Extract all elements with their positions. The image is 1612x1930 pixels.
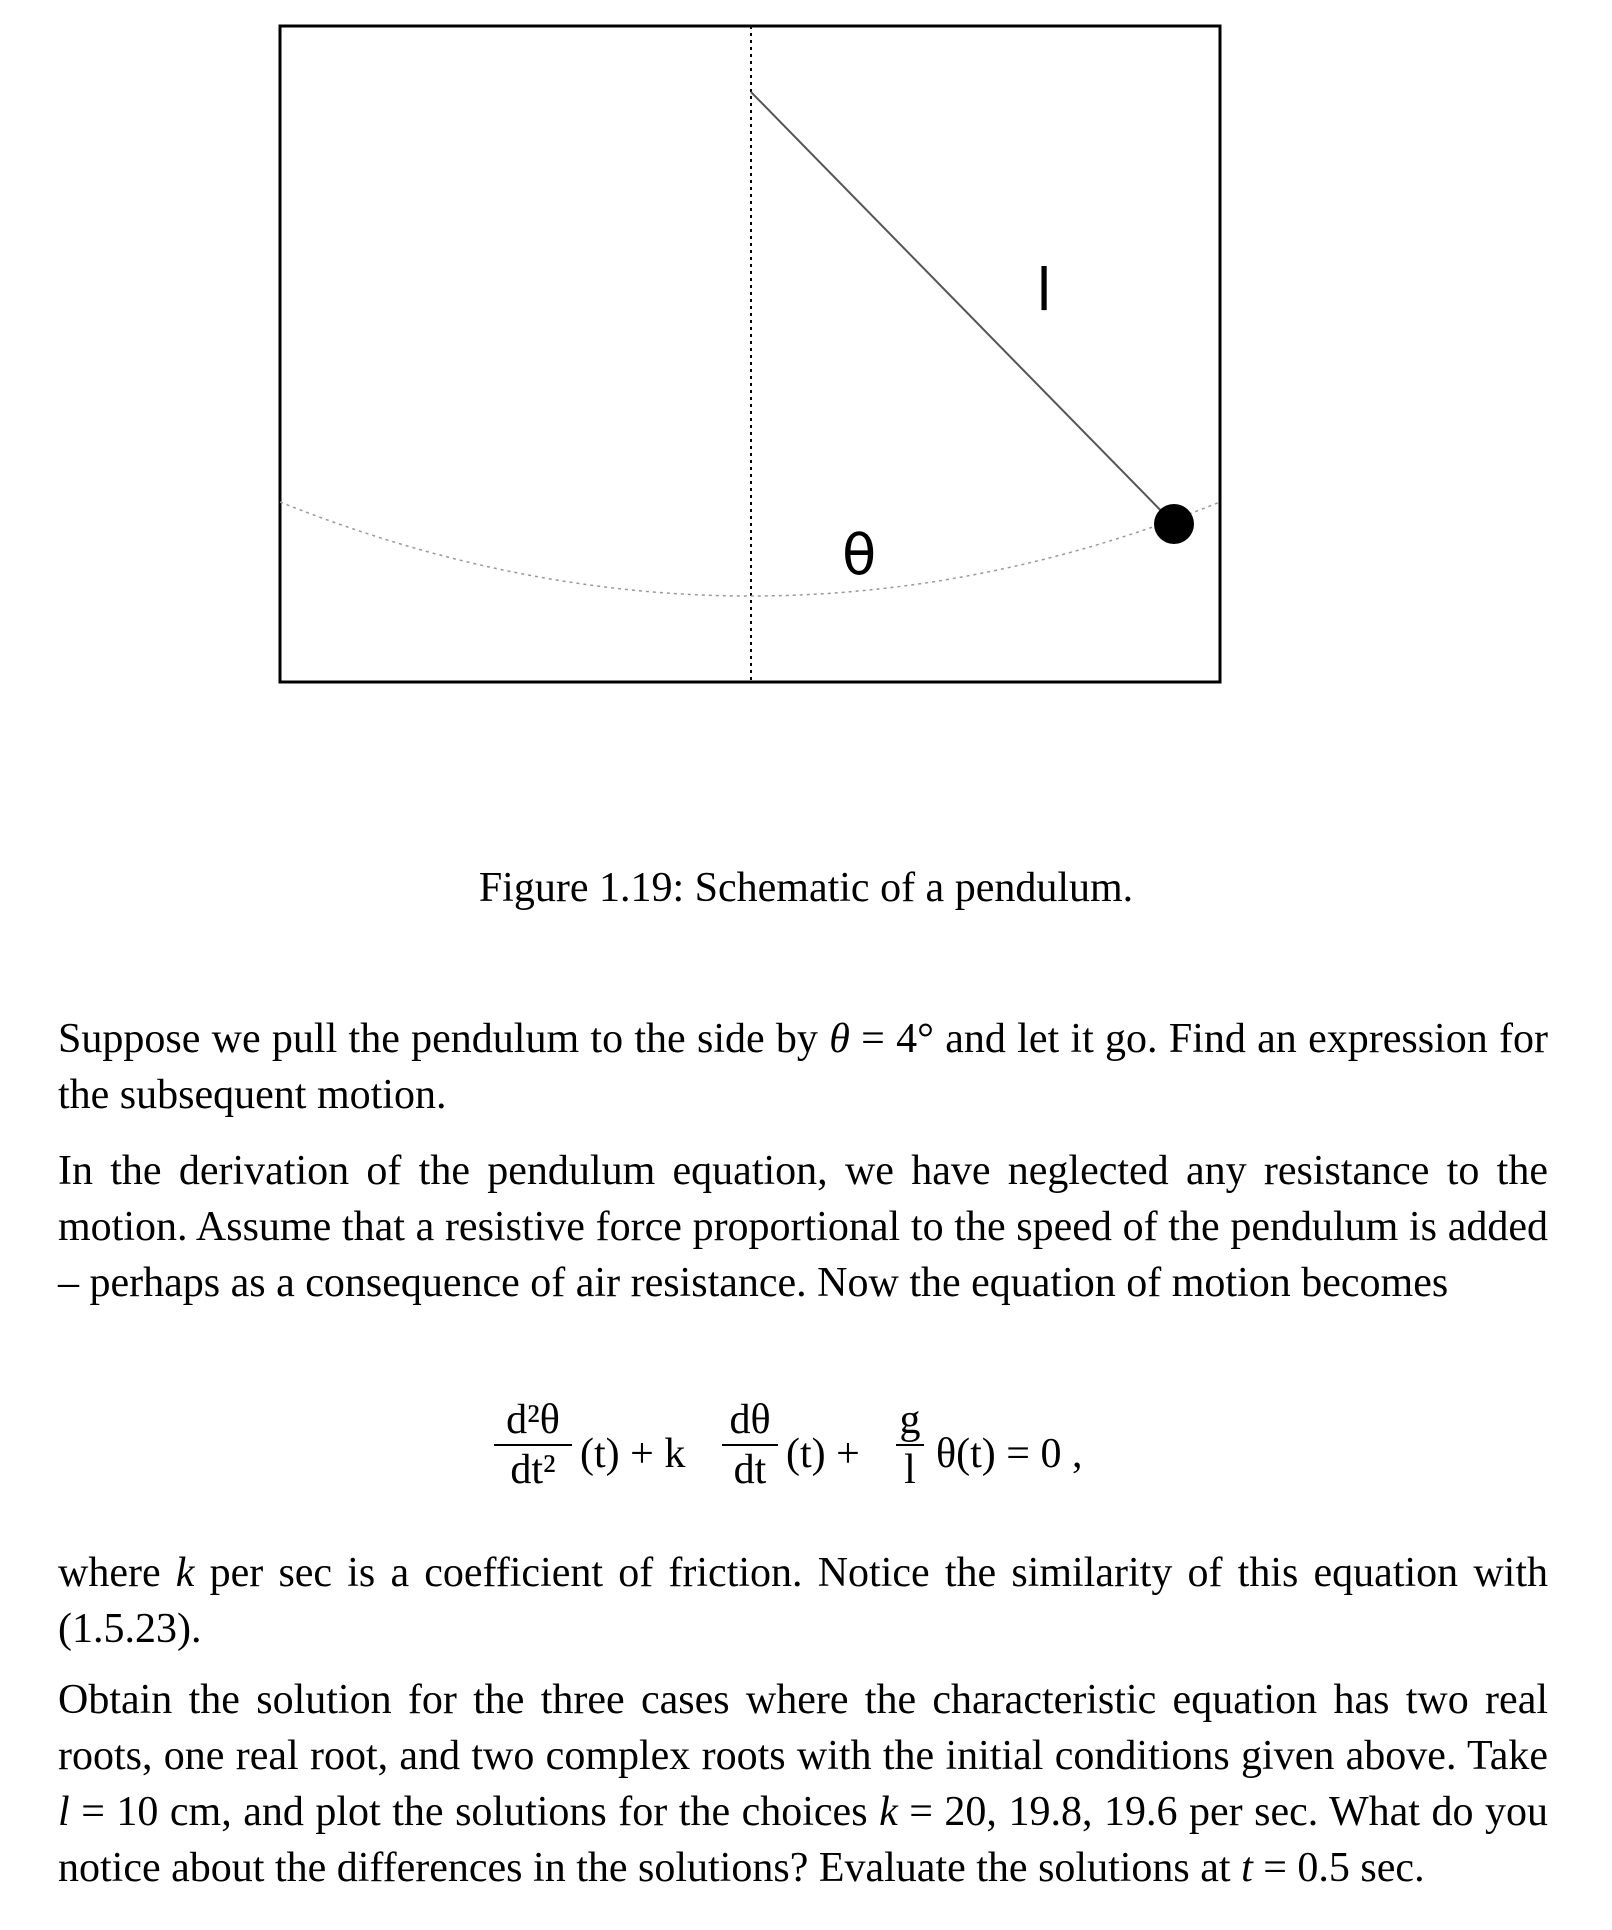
equation-of-motion bbox=[0, 1398, 1612, 1510]
pendulum-bob bbox=[1154, 504, 1194, 544]
equation-term-3: θ(t) = 0 , bbox=[936, 1431, 1083, 1477]
angle-label: θ bbox=[842, 523, 877, 588]
g-over-l-fraction: g l bbox=[896, 1398, 924, 1492]
figure-caption: Figure 1.19: Schematic of a pendulum. bbox=[478, 865, 1134, 911]
paragraph-4: Obtain the solution for the three cases where the characteristic equation has two real roots, one real root, and two complex roots with the initial conditions given above. Take l = 10 cm, and plot the solutions for the choices k = 20, 19.8, 19.6 per sec. What do you notice about the differences in the solutions? Evaluate the solutions at t = 0.5 sec. bbox=[58, 1677, 1548, 1891]
equation-term-1: (t) + k bbox=[580, 1431, 686, 1477]
first-derivative-fraction: dθ dt bbox=[722, 1398, 778, 1492]
paragraph-2: In the derivation of the pendulum equation, we have neglected any resistance to the motion. Assume that a resistive force proportional to the speed of the pendulum is added – perhaps as a consequence of air resistance. Now the equation of motion becomes bbox=[58, 1148, 1548, 1306]
equation-term-2: (t) + bbox=[786, 1431, 860, 1477]
paragraph-3: where k per sec is a coefficient of friction. Notice the similarity of this equation with (1.5.23). bbox=[58, 1550, 1549, 1652]
pendulum-figure bbox=[0, 0, 1612, 800]
pendulum-rod bbox=[751, 92, 1174, 524]
paragraph-1: Suppose we pull the pendulum to the side by θ = 4° and let it go. Find an expression for the subsequent motion. bbox=[58, 1016, 1548, 1118]
second-derivative-fraction: d²θ dt² bbox=[494, 1398, 572, 1492]
length-label: l bbox=[1036, 256, 1053, 324]
